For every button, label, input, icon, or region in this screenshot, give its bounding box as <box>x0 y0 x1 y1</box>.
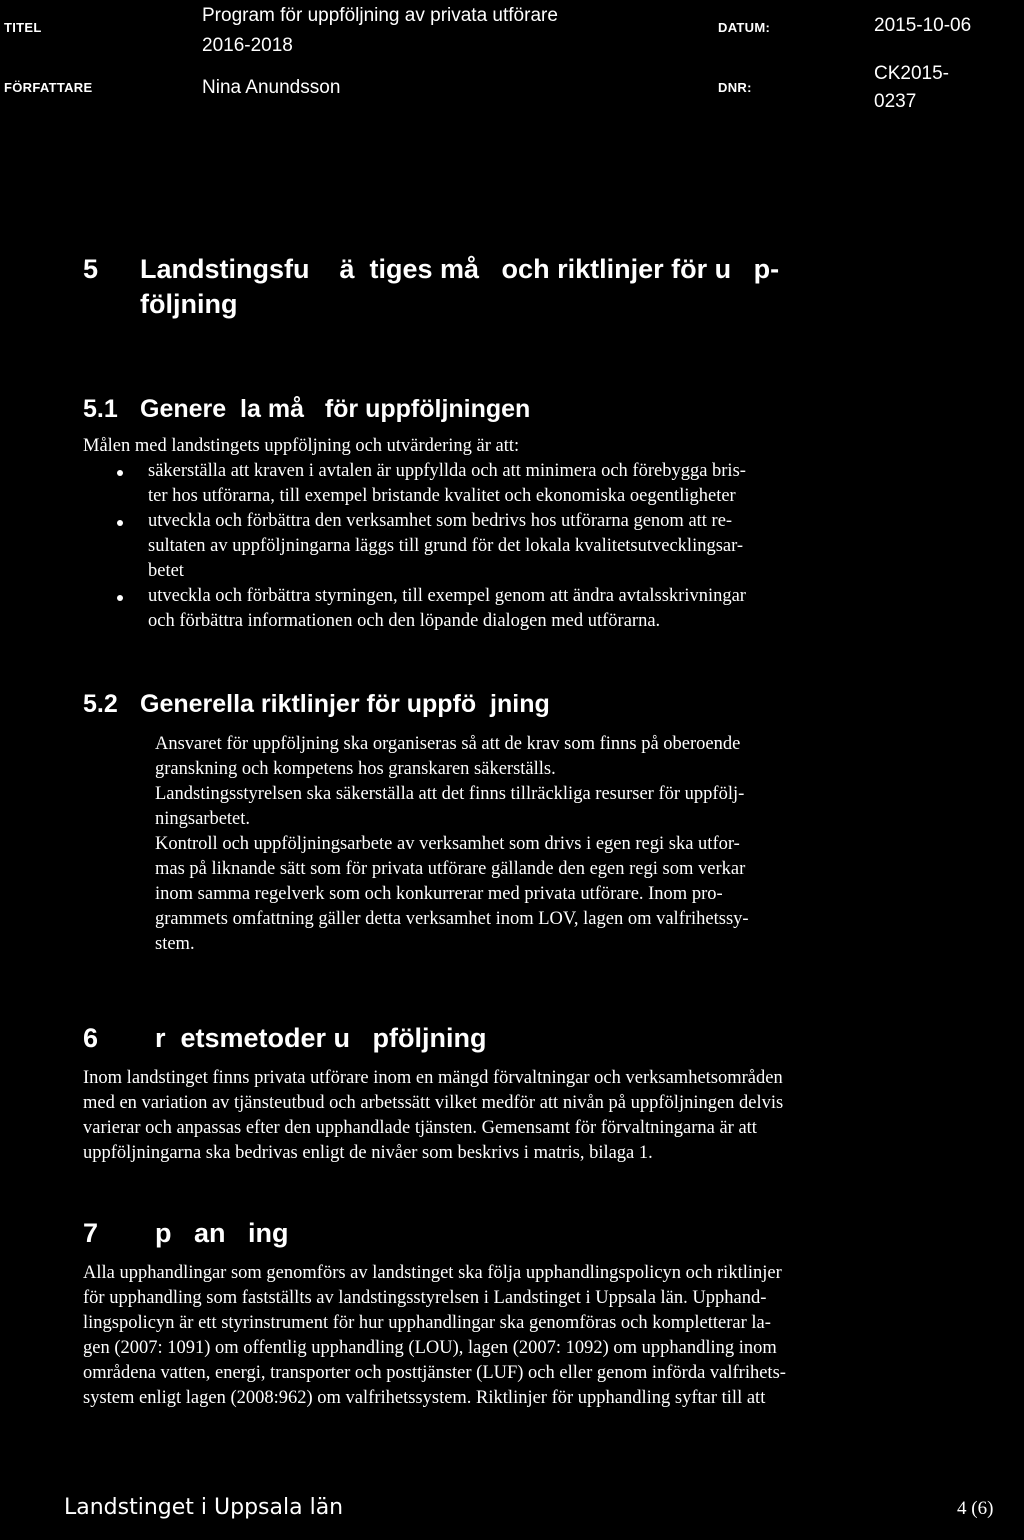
document-title-years: 2016-2018 <box>202 35 293 56</box>
heading-text: Generella riktlinjer för uppfö jning <box>140 690 550 718</box>
paragraph: Kontroll och uppföljningsarbete av verksamhet som drivs i egen regi ska utfor- mas på liknande sätt som för privata utförare gällande den egen regi som verkar inom samma regelverk som och konkurrerar med privata utförare. Inom pro- grammets omfattning gäller detta verksamhet inom LOV, lagen om valfrihetssy- stem. <box>155 834 749 954</box>
section-number: 6 <box>83 1023 99 1053</box>
author-name: Nina Anundsson <box>202 77 341 98</box>
datum-value: 2015-10-06 <box>874 15 972 36</box>
goals-list <box>83 459 983 634</box>
section-5-heading <box>83 252 1013 322</box>
bullet-icon <box>117 520 123 526</box>
section-5-1-heading <box>83 393 530 425</box>
heading-text: Landstingsfu ä tiges må och riktlinjer för u p- <box>140 254 780 284</box>
dnr-value-line2: 0237 <box>874 91 917 112</box>
document-title: Program för uppföljning av privata utförare <box>202 5 558 26</box>
footer-organization: Landstinget i Uppsala län <box>64 1495 344 1520</box>
heading-text-continued: följning <box>140 289 238 319</box>
list-item: säkerställa att kraven i avtalen är uppfyllda och att minimera och förebygga bris- ter hos utförarna, till exempel bristande kvalitet och ekonomiska oegentligheter <box>83 459 983 509</box>
section-6-body <box>83 1066 1018 1166</box>
heading-text: r etsmetoder u pföljning <box>140 1023 487 1053</box>
section-7-heading <box>83 1216 289 1251</box>
section-6-heading <box>83 1021 487 1056</box>
list-item: utveckla och förbättra den verksamhet som bedrivs hos utförarna genom att re- sultaten av uppföljningarna läggs till grund för det lokala kvalitetsutvecklingsar- betet <box>83 509 983 584</box>
intro-text: Målen med landstingets uppföljning och utvärdering är att: <box>83 436 520 456</box>
heading-text: p an ing <box>140 1218 289 1248</box>
forfattare-label: FÖRFATTARE <box>4 80 93 95</box>
datum-label: DATUM: <box>718 20 771 35</box>
bullet-icon <box>117 595 123 601</box>
page-number: 4 (6) <box>957 1498 994 1519</box>
paragraph: Alla upphandlingar som genomförs av landstinget ska följa upphandlingspolicyn och riktlinjer för upphandling som fastställts av landstingsstyrelsen i Landstinget i Uppsala län. Upphand- lingspolicyn är ett styrinstrument för hur upphandlingar ska genomföras och kompletterar la- gen (2007: 1091) om offentlig upphandling (LOU), lagen (2007: 1092) om upphandling inom områdena vatten, energi, transporter och posttjänster (LUF) och eller genom införda valfrihets- system enligt lagen (2008:962) om valfrihetssystem. Riktlinjer för upphandling syftar till att <box>83 1263 786 1408</box>
section-5-2-body <box>155 732 995 957</box>
section-7-body <box>83 1261 1018 1411</box>
paragraph: Inom landstinget finns privata utförare inom en mängd förvaltningar och verksamhetsområden med en variation av tjänsteutbud och arbetssätt vilket medför att nivån på uppföljningen delvis varierar och anpassas efter den upphandlade tjänsten. Gemensamt för förvaltningarna är att uppföljningarna ska bedrivas enligt de nivåer som beskrivs i matris, bilaga 1. <box>83 1068 784 1163</box>
paragraph: Landstingsstyrelsen ska säkerställa att det finns tillräckliga resurser för uppfölj- ningsarbetet. <box>155 784 745 829</box>
dnr-label: DNR: <box>718 80 752 95</box>
list-item: utveckla och förbättra styrningen, till exempel genom att ändra avtalsskrivningar och förbättra informationen och den löpande dialogen med utförarna. <box>83 584 983 634</box>
heading-text: Genere la må för uppföljningen <box>140 395 531 423</box>
section-5-2-heading <box>83 688 550 720</box>
section-number: 5.2 <box>83 690 118 718</box>
bullet-icon <box>117 470 123 476</box>
section-5-1-body <box>83 434 983 634</box>
section-number: 5.1 <box>83 395 118 423</box>
titel-label: TITEL <box>4 20 42 35</box>
paragraph: Ansvaret för uppföljning ska organiseras så att de krav som finns på oberoende granskning och kompetens hos granskaren säkerställs. <box>155 734 741 779</box>
dnr-value-line1: CK2015- <box>874 63 949 84</box>
section-number: 7 <box>83 1218 99 1248</box>
section-number: 5 <box>83 254 99 284</box>
